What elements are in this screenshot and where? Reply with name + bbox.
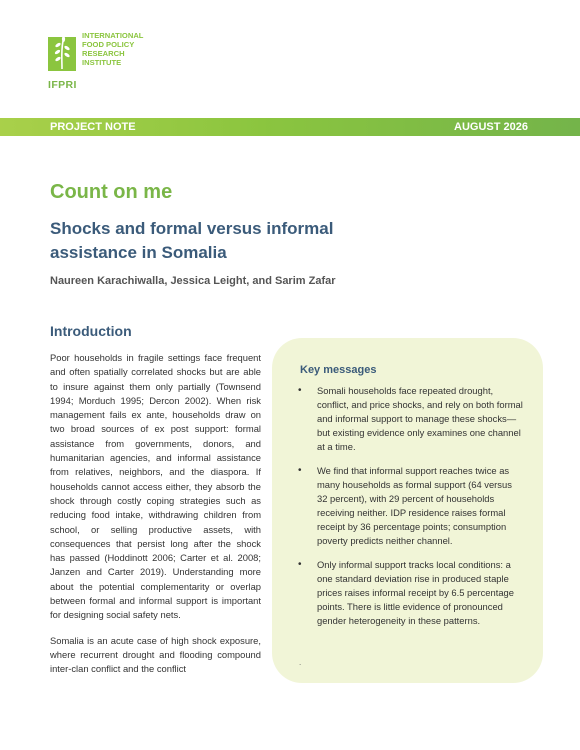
key-messages-list xyxy=(292,384,524,638)
logo-org-name xyxy=(82,31,143,67)
intro-paragraph: Somalia is an acute case of high shock exposure, where recurrent drought and flooding compound inter-clan conflict and the conflict xyxy=(50,634,261,675)
box-trailing-mark: . xyxy=(299,658,302,667)
bullet-icon: • xyxy=(298,385,302,396)
logo-line: INTERNATIONAL xyxy=(82,31,144,40)
intro-body xyxy=(50,351,261,688)
page-title: Count on me xyxy=(50,181,173,203)
ifpri-logo xyxy=(48,31,158,91)
key-messages-box xyxy=(272,338,543,683)
wheat-stalk-logo-icon xyxy=(48,31,76,77)
logo-acronym: IFPRI xyxy=(48,79,77,91)
intro-paragraph: Poor households in fragile settings face frequent and often spatially correlated shocks but are able to insure against them only partially (Townsend 1994; Morduch 1995; Dercon 2002). When risk management fails ex ante, households draw on two broad sources of ex post support: formal assistance from governments, donors, and humanitarian agencies, and informal assistance from relatives, neighbors, and the diaspora. If households cannot access either, they absorb the shock through costly coping strategies such as reducing food intake, withdrawing children from school, or selling productive assets, with consequences that persist long after the shock has passed (Hoddinott 2006; Carter et al. 2008; Janzen and Carter 2019). Understanding more about the potential complementarity or overlap between formal and informal support is important for designing social safety nets. xyxy=(50,352,261,621)
key-message-text: We find that informal support reaches twice as many households as formal support (64 versus 32 percent), with 29 percent of households receiving neither. IDP residence raises formal receipt by 36 percentage points; consumption poverty predicts neither channel. xyxy=(317,465,512,546)
bullet-icon: • xyxy=(298,559,302,570)
logo-line: RESEARCH xyxy=(82,49,125,58)
header-band xyxy=(0,118,580,136)
doc-date-label: AUGUST 2026 xyxy=(454,121,528,133)
logo-line: INSTITUTE xyxy=(82,58,122,67)
key-message-text: Only informal support tracks local conditions: a one standard deviation rise in produced staple prices raises informal receipt by 6.5 percentage points. There is little evidence of pronounced gender heterogeneity in these patterns. xyxy=(317,559,514,626)
list-item xyxy=(292,384,524,454)
key-messages-heading: Key messages xyxy=(300,364,377,376)
key-message-text: Somali households face repeated drought, conflict, and price shocks, and rely on both formal and informal support to manage these shocks—but existing evidence only examines one channel at a time. xyxy=(317,385,523,452)
doc-type-label: PROJECT NOTE xyxy=(50,121,136,133)
list-item xyxy=(292,464,524,548)
intro-heading: Introduction xyxy=(50,323,132,339)
logo-line: FOOD POLICY xyxy=(82,40,135,49)
page-subtitle: Shocks and formal versus informal assistance in Somalia xyxy=(50,219,334,262)
bullet-icon: • xyxy=(298,465,302,476)
authors-line: Naureen Karachiwalla, Jessica Leight, and Sarim Zafar xyxy=(50,275,336,287)
list-item xyxy=(292,558,524,628)
